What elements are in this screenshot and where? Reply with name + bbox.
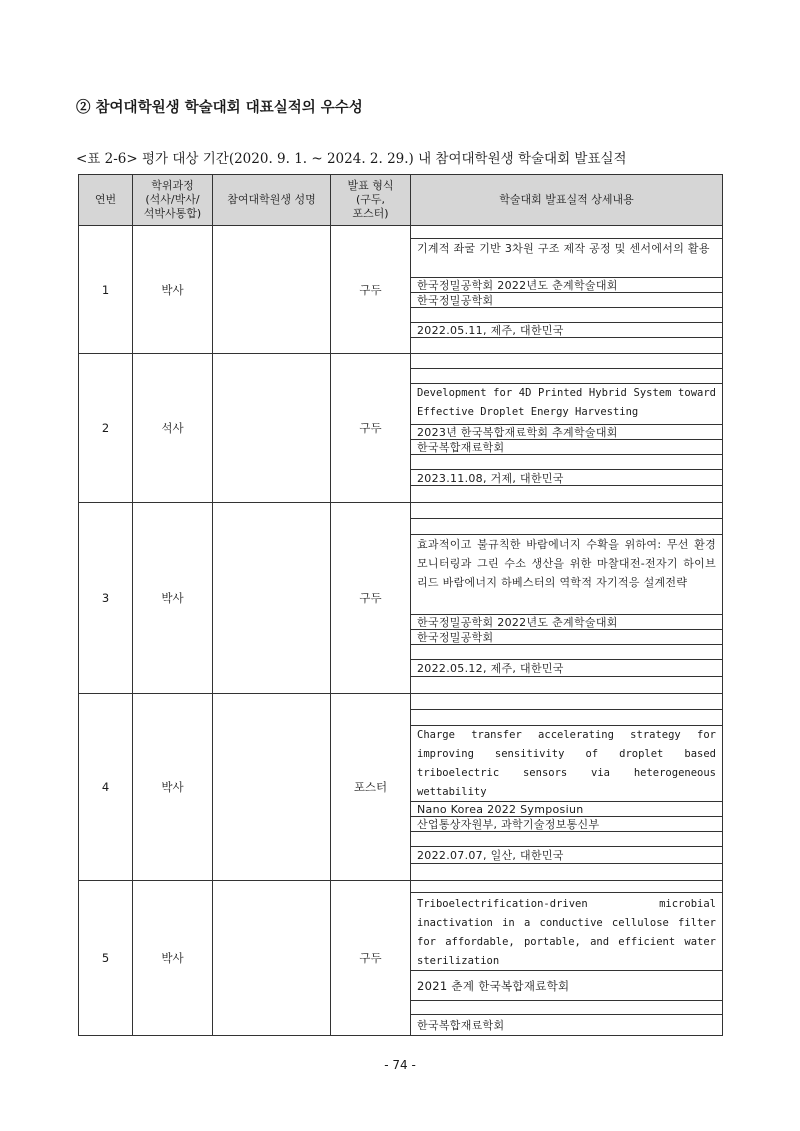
row-name [213, 503, 331, 694]
conference-name: 2023년 한국복합재료학회 추계학술대회 [411, 425, 722, 440]
row-name [213, 694, 331, 881]
conference-name: 한국정밀공학회 2022년도 춘계학술대회 [411, 615, 722, 630]
header-degree: 학위과정 (석사/박사/ 석박사통합) [133, 175, 213, 226]
row-type: 구두 [331, 354, 411, 503]
table-header-row [79, 175, 723, 226]
table-row [79, 694, 723, 881]
table-row [79, 226, 723, 354]
organizer: 한국복합재료학회 [417, 1019, 505, 1032]
row-no: 2 [79, 354, 133, 503]
page-number: - 74 - [384, 1058, 416, 1072]
row-name [213, 354, 331, 503]
header-name: 참여대학원생 성명 [213, 175, 331, 226]
row-degree: 박사 [133, 881, 213, 1036]
row-detail [411, 881, 723, 1036]
table-row [79, 881, 723, 1036]
row-degree: 박사 [133, 503, 213, 694]
date-place: 2022.07.07, 일산, 대한민국 [411, 847, 722, 864]
table-row [79, 503, 723, 694]
row-degree: 박사 [133, 226, 213, 354]
organizer: 한국정밀공학회 [411, 293, 722, 308]
row-degree: 석사 [133, 354, 213, 503]
date-place: 2022.05.12, 제주, 대한민국 [411, 660, 722, 677]
row-no: 5 [79, 881, 133, 1036]
row-degree: 박사 [133, 694, 213, 881]
organizer: 산업통상자원부, 과학기술정보통신부 [411, 817, 722, 832]
row-detail [411, 354, 723, 503]
header-no: 연번 [79, 175, 133, 226]
row-detail [411, 503, 723, 694]
row-name [213, 226, 331, 354]
presentation-title: 기계적 좌굴 기반 3차원 구조 제작 공정 및 센서에서의 활용 [411, 239, 722, 278]
table-row [79, 354, 723, 503]
presentation-title: 효과적이고 불규칙한 바람에너지 수확을 위하여: 무선 환경 모니터링과 그린 수소 생산을 위한 마찰대전-전자기 하이브리드 바람에너지 하베스터의 역학적 자기적응 설계전략 [411, 535, 722, 615]
organizer: 한국정밀공학회 [411, 630, 722, 645]
presentation-table [78, 174, 723, 1036]
presentation-title: Development for 4D Printed Hybrid System toward Effective Droplet Energy Harvesting [411, 384, 722, 425]
row-no: 3 [79, 503, 133, 694]
row-type: 구두 [331, 503, 411, 694]
header-type: 발표 형식 (구두, 포스터) [331, 175, 411, 226]
conference-name: Nano Korea 2022 Symposiun [411, 802, 722, 817]
row-detail [411, 226, 723, 354]
section-title: ② 참여대학원생 학술대회 대표실적의 우수성 [76, 99, 363, 116]
presentation-title: Charge transfer accelerating strategy for improving sensitivity of droplet based triboelectric sensors via heterogeneous wettability [411, 726, 722, 802]
row-name [213, 881, 331, 1036]
conference-name: 한국정밀공학회 2022년도 춘계학술대회 [411, 278, 722, 293]
presentation-title: Triboelectrification-driven microbial inactivation in a conductive cellulose filter for affordable, portable, and efficient water sterilization [411, 893, 722, 971]
row-type: 포스터 [331, 694, 411, 881]
header-detail: 학술대회 발표실적 상세내용 [411, 175, 723, 226]
date-place: 2023.11.08, 거제, 대한민국 [411, 470, 722, 486]
row-no: 1 [79, 226, 133, 354]
row-type: 구두 [331, 881, 411, 1036]
row-type: 구두 [331, 226, 411, 354]
table-caption: <표 2-6> 평가 대상 기간(2020. 9. 1. ~ 2024. 2. 29.) 내 참여대학원생 학술대회 발표실적 [76, 151, 627, 167]
row-detail [411, 694, 723, 881]
row-no: 4 [79, 694, 133, 881]
organizer: 한국복합재료학회 [411, 440, 722, 455]
date-place: 2022.05.11, 제주, 대한민국 [411, 323, 722, 338]
conference-name: 2021 춘계 한국복합재료학회 [411, 971, 722, 1001]
